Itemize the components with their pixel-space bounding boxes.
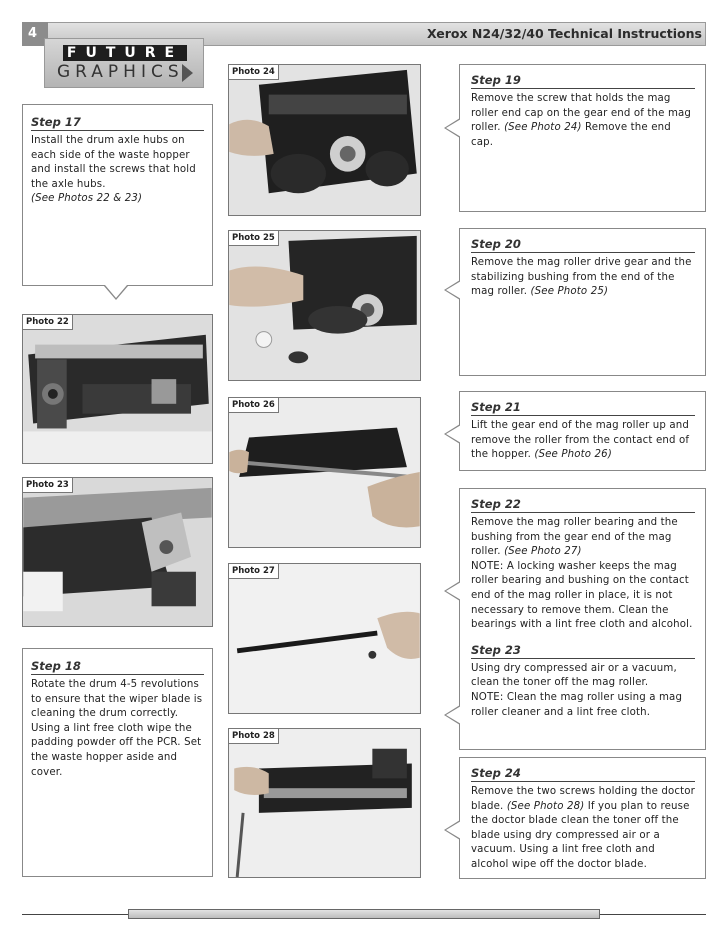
step-20-title: Step 20 (471, 237, 695, 253)
step-20-box (459, 228, 706, 376)
step-24-text (471, 785, 695, 873)
step-17-body: Install the drum axle hubs on each side of the waste hopper and install the screws that hold the axle hubs. (31, 135, 196, 190)
photo-26-image (229, 398, 420, 547)
step-23-title: Step 23 (471, 643, 695, 659)
step-22-body: Remove the mag roller bearing and the bushing from the gear end of the mag roller. (471, 517, 678, 558)
photo-28-image (229, 729, 420, 877)
step-19-text (471, 92, 695, 150)
step-22-pointer (444, 581, 460, 601)
step-22-23-box (459, 488, 706, 750)
photo-25 (228, 230, 421, 381)
step-19-body: Remove the screw that holds the mag roller end cap on the gear end of the mag roller. (471, 93, 692, 134)
step-23-body: Using dry compressed air or a vacuum, clean the toner off the mag roller. (471, 662, 677, 689)
photo-24-label: Photo 24 (229, 65, 279, 80)
photo-26-label: Photo 26 (229, 398, 279, 413)
step-23-text (471, 662, 695, 720)
photo-25-image (229, 231, 420, 380)
step-24-title: Step 24 (471, 766, 695, 782)
step-19-box (459, 64, 706, 212)
step-18-title: Step 18 (31, 659, 204, 675)
step-20-text (471, 256, 695, 300)
step-24-ref: (See Photo 28) (506, 800, 585, 812)
logo-bottom-text: GRAPHICS (57, 62, 184, 82)
step-24-box (459, 757, 706, 879)
step-21-pointer (444, 424, 460, 444)
step-21-box (459, 391, 706, 471)
photo-22 (22, 314, 213, 464)
step-22-ref: (See Photo 27) (504, 546, 582, 558)
step-24-body-2: If you plan to reuse the doctor blade clean the toner off the blade using dry compressed air or a vacuum. Using a lint free cloth and alcohol wipe off the doctor blade. (471, 800, 690, 870)
photo-23-image (23, 478, 212, 626)
document-title: Xerox N24/32/40 Technical Instructions (426, 26, 702, 41)
step-19-pointer (444, 118, 460, 138)
photo-23-label: Photo 23 (23, 478, 73, 493)
step-17-pointer (104, 286, 128, 300)
step-23-note: NOTE: Clean the mag roller using a mag roller cleaner and a lint free cloth. (471, 691, 683, 718)
photo-24 (228, 64, 421, 216)
step-24-body: Remove the two screws holding the doctor blade. (471, 786, 696, 812)
step-19-title: Step 19 (471, 73, 695, 89)
step-20-body: Remove the mag roller drive gear and the stabilizing bushing from the end of the mag roller. (471, 257, 692, 298)
step-17-box (22, 104, 213, 286)
step-19-ref: (See Photo 24) (504, 122, 582, 134)
photo-27-label: Photo 27 (229, 564, 279, 579)
step-17-text (31, 134, 204, 207)
step-19-body-2: Remove the end cap. (471, 122, 671, 148)
step-21-ref: (See Photo 26) (534, 449, 612, 461)
photo-25-label: Photo 25 (229, 231, 279, 246)
photo-22-label: Photo 22 (23, 315, 73, 330)
photo-27 (228, 563, 421, 714)
future-graphics-logo (44, 38, 204, 88)
photo-23 (22, 477, 213, 627)
step-24-pointer (444, 820, 460, 840)
step-22-text (471, 516, 695, 633)
photo-28 (228, 728, 421, 878)
photo-22-image (23, 315, 212, 463)
photo-26 (228, 397, 421, 548)
page-number: 4 (22, 22, 48, 46)
step-23-pointer (444, 705, 460, 725)
logo-top-text: FUTURE (63, 45, 187, 61)
logo-arrow-icon (182, 64, 193, 82)
photo-28-label: Photo 28 (229, 729, 279, 744)
step-20-pointer (444, 280, 460, 300)
step-21-title: Step 21 (471, 400, 695, 416)
footer-bar (128, 909, 600, 919)
step-18-text: Rotate the drum 4-5 revolutions to ensure that the wiper blade is cleaning the drum correctly. Using a lint free cloth wipe the padding powder off the PCR. Set the waste hopper aside and cover. (31, 679, 203, 778)
step-22-title: Step 22 (471, 497, 695, 513)
step-18-box (22, 648, 213, 877)
photo-27-image (229, 564, 420, 713)
step-21-text (471, 419, 695, 463)
step-17-title: Step 17 (31, 115, 204, 131)
step-22-note: NOTE: A locking washer keeps the mag roller bearing and bushing on the contact end of the mag roller in place, it is not necessary to remove them. Clean the bearings with a lint free cloth and alcohol. (471, 560, 693, 631)
step-20-ref: (See Photo 25) (530, 286, 609, 298)
photo-24-image (229, 65, 420, 215)
step-21-body: Lift the gear end of the mag roller up and remove the roller from the contact end of the hopper. (471, 420, 690, 461)
step-17-ref: (See Photos 22 & 23) (31, 193, 143, 205)
